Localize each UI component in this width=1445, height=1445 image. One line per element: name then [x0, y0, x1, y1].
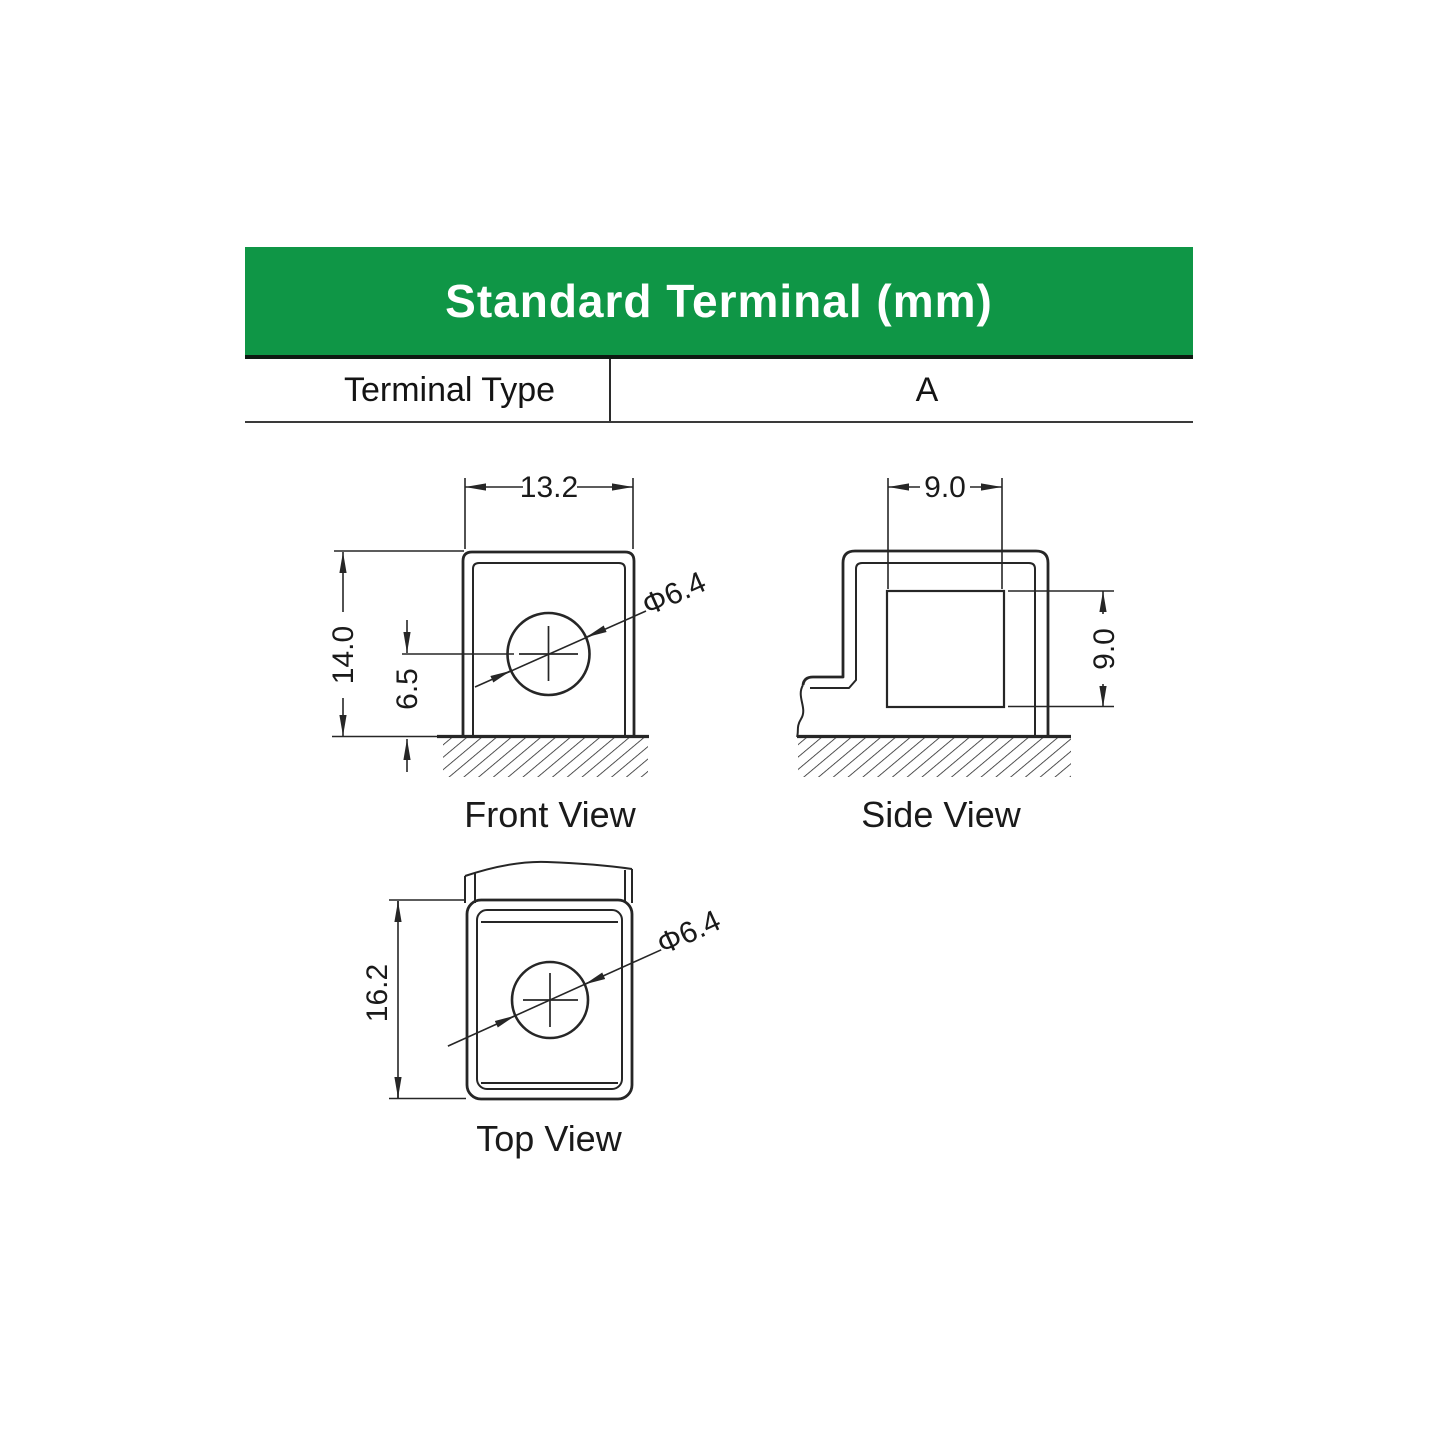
terminal-type-label: Terminal Type: [343, 370, 556, 409]
dim-top-width-text: 9.0: [924, 471, 966, 504]
hole-leader-arrow: [586, 629, 604, 637]
hole-leader-arrow: [585, 975, 605, 984]
front-view-drawing: [327, 471, 711, 835]
dim-height-text: 14.0: [327, 625, 360, 685]
terminal-flat-face: [887, 591, 1004, 707]
break-line: [797, 685, 803, 737]
side-view-drawing: [797, 471, 1121, 835]
dim-depth-text: 16.2: [361, 963, 394, 1023]
hole-diameter-text: Φ6.4: [637, 565, 711, 623]
side-view-label: Side View: [861, 794, 1021, 835]
dim-hole-height-text: 6.5: [391, 668, 424, 710]
header-title: Standard Terminal (mm): [445, 275, 993, 327]
break-line: [465, 862, 632, 876]
hole-leader-arrow: [493, 671, 511, 679]
top-view-label: Top View: [476, 1118, 622, 1159]
ground-hatch: [798, 738, 1071, 777]
hole-leader-line: [448, 950, 661, 1046]
front-view-label: Front View: [464, 794, 636, 835]
ground-hatch: [443, 738, 648, 777]
hole-diameter-text: Φ6.4: [652, 904, 726, 962]
terminal-outline: [803, 551, 1048, 737]
dim-flat-height-text: 9.0: [1088, 628, 1121, 670]
terminal-type-value: A: [915, 370, 939, 409]
hole-leader-arrow: [495, 1016, 515, 1025]
top-view-drawing: [361, 862, 726, 1159]
dim-width-text: 13.2: [519, 471, 579, 504]
